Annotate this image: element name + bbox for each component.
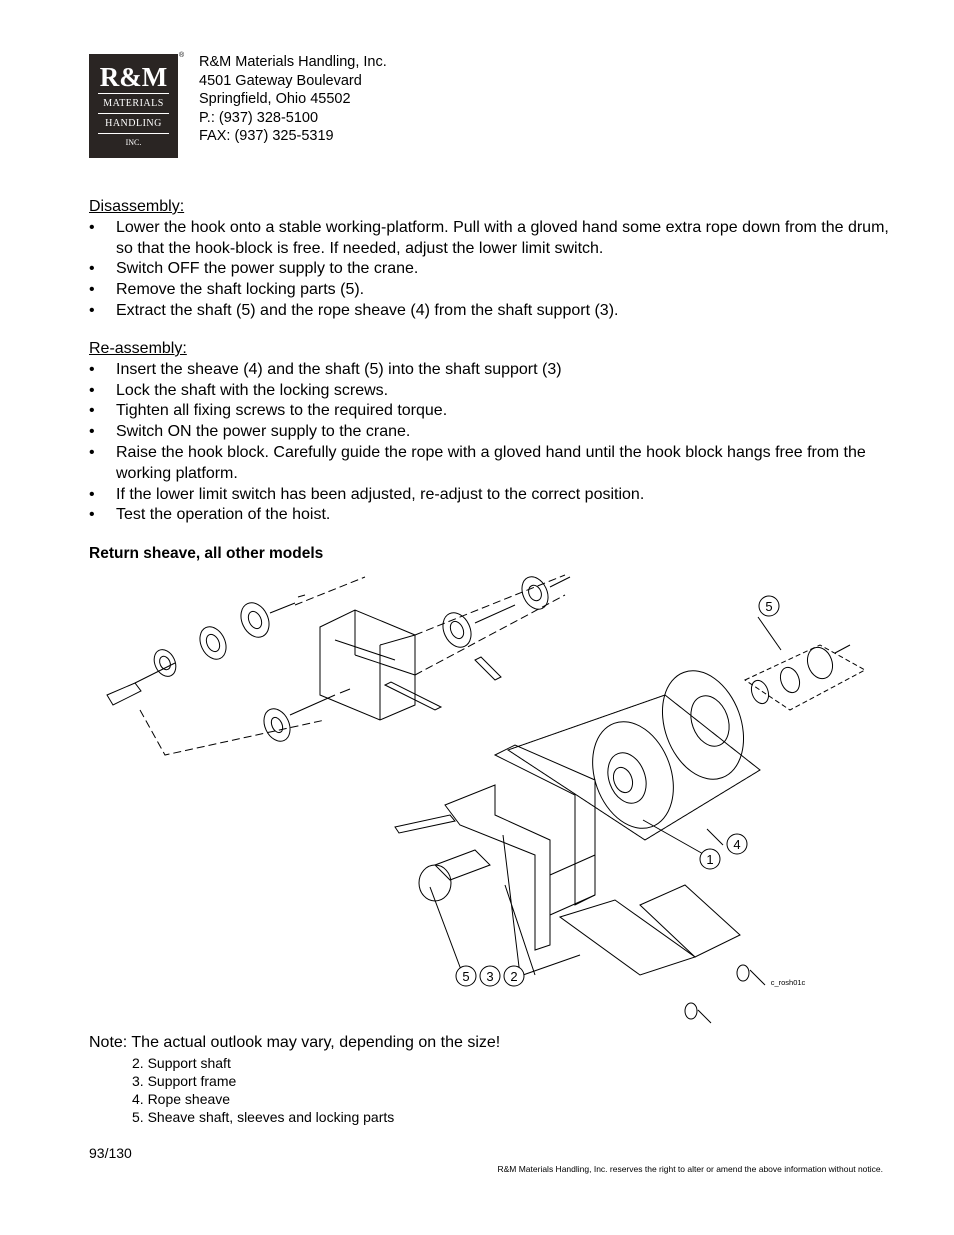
list-item: • If the lower limit switch has been adjusted, re-adjust to the correct position. <box>89 485 902 506</box>
footer-disclaimer: R&M Materials Handling, Inc. reserves the right to alter or amend the above information without notice. <box>497 1164 883 1174</box>
registered-mark: ® <box>179 52 185 59</box>
list-item: • Remove the shaft locking parts (5). <box>89 280 902 301</box>
callout-1 <box>700 849 720 869</box>
logo-line-inc: INC. <box>125 138 142 147</box>
address-line: Springfield, Ohio 45502 <box>199 91 351 107</box>
list-item: • Lock the shaft with the locking screws. <box>89 381 902 402</box>
list-item: • Insert the sheave (4) and the shaft (5) into the shaft support (3) <box>89 360 902 381</box>
logo-line-handling: HANDLING <box>105 118 162 129</box>
callout-label: 4 <box>733 837 741 852</box>
callout-5-top <box>759 596 779 616</box>
part-item: 5. Sheave shaft, sleeves and locking parts <box>132 1109 395 1125</box>
callout-label: 5 <box>765 599 773 614</box>
address-line: R&M Materials Handling, Inc. <box>199 54 387 70</box>
callout-4 <box>727 834 747 854</box>
disassembly-list <box>89 218 902 322</box>
callout-label: 1 <box>706 852 714 867</box>
company-logo <box>89 54 178 158</box>
section-title: Return sheave, all other models <box>89 545 324 562</box>
diagram-code: c_rosh01c <box>770 978 806 987</box>
logo-divider <box>98 133 169 134</box>
callout-label: 3 <box>486 969 494 984</box>
logo-divider <box>98 93 169 94</box>
upper-assembly-drawing <box>107 573 570 755</box>
address-line: P.: (937) 328-5100 <box>199 109 319 126</box>
logo-divider <box>98 113 169 114</box>
list-item: • Test the operation of the hoist. <box>89 505 902 526</box>
exploded-diagram <box>95 565 895 1035</box>
disassembly-section <box>89 197 902 322</box>
address-line: 4501 Gateway Boulevard <box>199 72 362 89</box>
part-item: 2. Support shaft <box>132 1055 231 1071</box>
disassembly-heading: Disassembly: <box>89 198 185 215</box>
part-item: 4. Rope sheave <box>132 1091 231 1107</box>
note-text: Note: The actual outlook may vary, depending on the size! <box>89 1034 501 1051</box>
list-item: • Raise the hook block. Carefully guide the rope with a gloved hand until the hook block hangs free from the working platform. <box>89 443 902 485</box>
page-number: 93/130 <box>89 1145 132 1161</box>
callout-5-bottom <box>456 966 476 986</box>
list-item: • Switch ON the power supply to the crane. <box>89 422 902 443</box>
list-item: • Extract the shaft (5) and the rope sheave (4) from the shaft support (3). <box>89 301 902 322</box>
callout-3 <box>480 966 500 986</box>
part-item: 3. Support frame <box>132 1073 237 1089</box>
callout-label: 2 <box>510 969 518 984</box>
logo-line-materials: MATERIALS <box>103 98 164 109</box>
list-item: • Lower the hook onto a stable working-platform. Pull with a gloved hand some extra rope down from the drum, so that the hook-block is free. If needed, adjust the lower limit switch. <box>89 218 902 260</box>
address-line: FAX: (937) 325-5319 <box>199 128 334 144</box>
company-address <box>199 53 387 146</box>
parts-list <box>132 1054 394 1126</box>
logo-mark: R&M <box>99 62 168 92</box>
reassembly-heading: Re-assembly: <box>89 340 187 357</box>
reassembly-section <box>89 339 902 526</box>
callout-2 <box>504 966 524 986</box>
reassembly-list <box>89 360 902 526</box>
list-item: • Switch OFF the power supply to the crane. <box>89 259 902 280</box>
callout-label: 5 <box>462 969 470 984</box>
list-item: • Tighten all fixing screws to the required torque. <box>89 401 902 422</box>
